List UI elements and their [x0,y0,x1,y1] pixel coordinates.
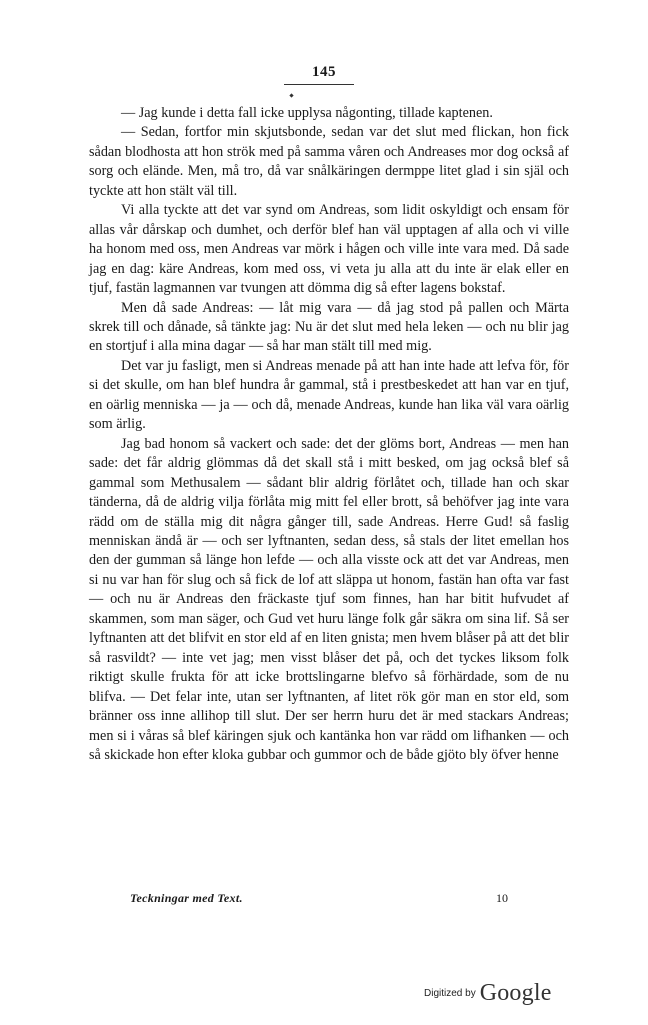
paragraph: — Sedan, fortfor min skjutsbonde, sedan var det slut med flickan, hon fick sådan blodhosta att hon strök med på samma våren och Andreases mor dog också af sorg och elände. Men, må tro, då var snålkäringen dermppe litet glad i sin själ och tyckte att hon stält väl till. [89,124,569,199]
digitized-label: Digitized by [424,988,476,999]
paragraph: Det var ju fasligt, men si Andreas menade på att han inte hade att lefva för, för si det skulle, om han blef hundra år gammal, stå i prestbeskedet att han var en tjuf, en oärlig menniska — ja — och då, menade Andreas, kunde han lika väl vara oärlig som ärlig. [89,357,569,433]
sheet-number: 10 [496,891,508,905]
page-footer [130,891,530,906]
paragraph: Vi alla tyckte att det var synd om Andreas, som lidit oskyldigt och ensam för allas vår dårskap och dumhet, och derför blef han väl upptagen af alla och vi ville ha honom med oss, men Andreas var mörk i hågen och ville inte vara med. Då sade jag en dag: käre Andreas, kom med oss, vi veta ju alla att du inte är elak eller en tjuf, fastän lagmannen var tvungen att dömma dig så efter lagens bokstaf. [89,202,569,297]
paragraph: — Jag kunde i detta fall icke upplysa någonting, tillade kaptenen. [121,105,493,121]
google-logo-icon: Google [479,980,552,1006]
printer-signature: Teckningar med Text. [130,891,243,905]
digitized-watermark [424,980,584,1010]
paragraph: Men då sade Andreas: — låt mig vara — då jag stod på pallen och Märta skrek till och dånade, så tänkte jag: Nu är det slut med hela leken — och nu blir jag en stortjuf i alla mina dagar — så har man stält till med mig. [89,299,569,355]
paragraph: Jag bad honom så vackert och sade: det der glöms bort, Andreas — men han sade: det får aldrig glömmas då det skall stå i mitt besked, om jag också blef så gammal som Methusalem — sådant blir aldrig förlåtet och, tillade han och skar tänderna, då de aldrig vilja förlåta mig mitt fel eller brott, så behöfver jag inte vara rädd om de ställa mig dit några gånger till, sade Andreas. Herre Gud! så faslig menniskan ändå är — och ser lyftnanten, sedan dess, så stals der litet emellan hos den der gumman så länge hon lefde — och alla visste ock att det var Andreas, men si nu var han för slug och så fick de lof att släppa ut honom, fastän han ofta var fast — och nu är Andreas den fräckaste tjuf som finnes, han har bitit hufvudet af skammen, som man säger, och Gud vet huru länge folk går säkra om sina lif. Så ser lyftnanten att det blifvit en stor eld af en liten gnista; men hvem blåser på att det blir så rasvildt? — inte vet jag; men visst blåser det på, och det tyckes liksom folk riktigt skulle frukta för att icke brottslingarne blefvo så förhärdade, som de nu blifva. — Det felar inte, utan ser lyftnanten, af litet rök gör man en stor eld, som bränner oss inne allihop till slut. Der ser herrn huru det är med stackars Andreas; men si i våras så blef käringen sjuk och kantänka hon var rädd om lifhanken — och så skickade hon efter kloka gubbar och gummor och de både gjöto bly öfver henne [89,435,569,763]
ink-mark-icon [289,93,293,97]
page-number-rule [284,84,354,85]
body-text [89,104,569,765]
page-number: 145 [312,64,336,80]
